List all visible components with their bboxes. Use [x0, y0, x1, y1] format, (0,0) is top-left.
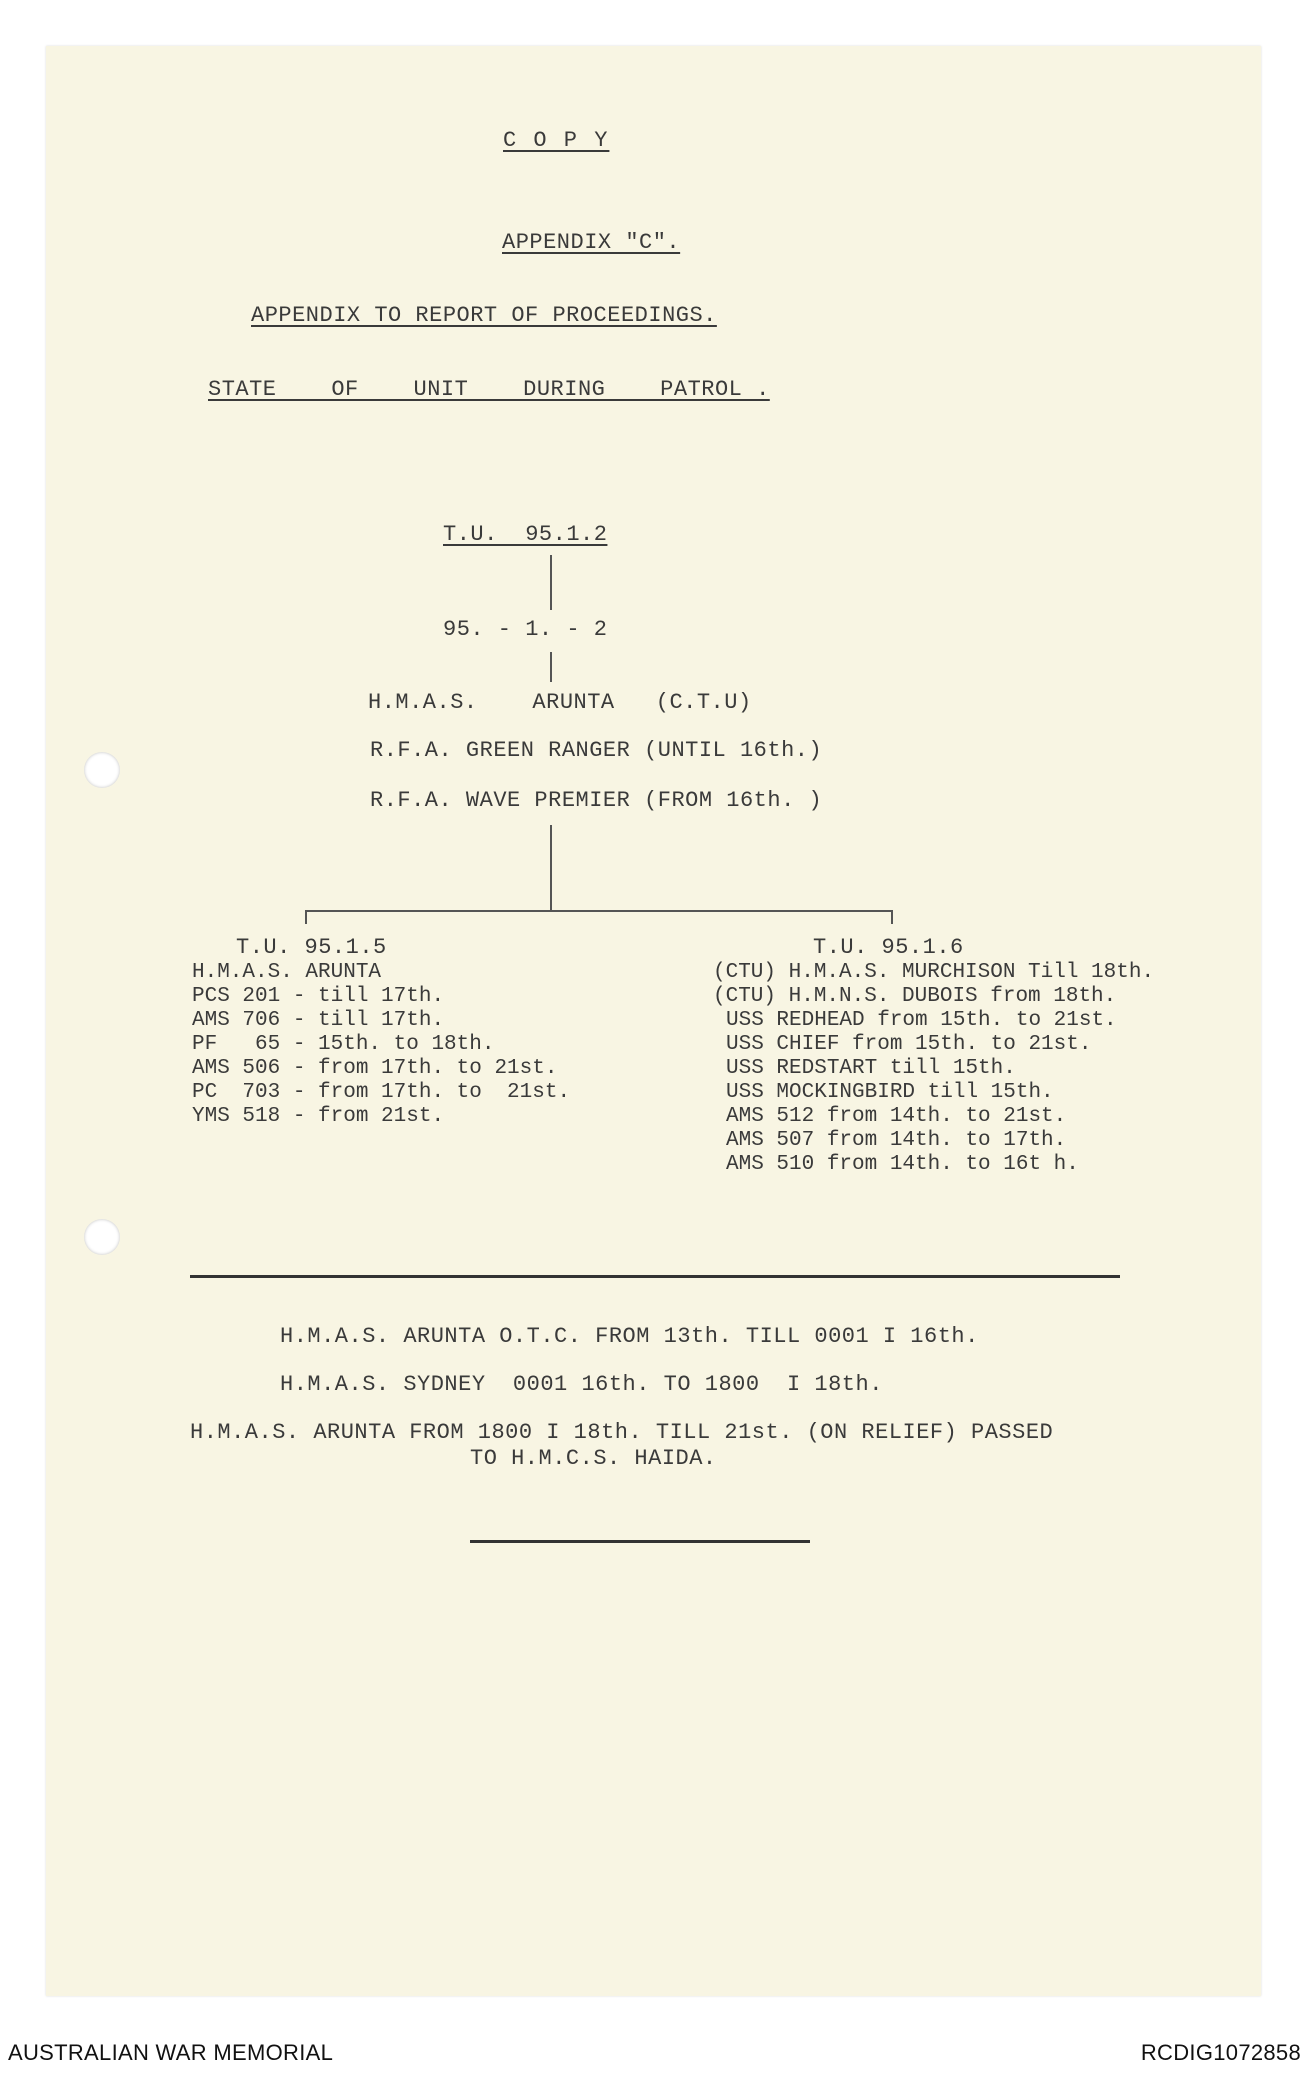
- closing-rule: [470, 1540, 810, 1543]
- list-item: AMS 512 from 14th. to 21st.: [726, 1105, 1067, 1128]
- left-branch-list: [192, 961, 570, 1129]
- list-item: PF 65 - 15th. to 18th.: [192, 1033, 495, 1056]
- connector-mid: [550, 652, 552, 682]
- list-item: H.M.A.S. ARUNTA: [192, 961, 382, 984]
- note-line-4: TO H.M.C.S. HAIDA.: [470, 1446, 717, 1471]
- note-line-1: H.M.A.S. ARUNTA O.T.C. FROM 13th. TILL 0001 I 16th.: [280, 1324, 979, 1349]
- appendix-title: APPENDIX TO REPORT OF PROCEEDINGS.: [251, 303, 717, 328]
- footer-archive-name: AUSTRALIAN WAR MEMORIAL: [8, 2040, 334, 2065]
- left-branch-title: T.U. 95.1.5: [236, 935, 387, 960]
- connector-top: [550, 555, 552, 610]
- list-item: AMS 506 - from 17th. to 21st.: [192, 1057, 558, 1080]
- connector-lower: [550, 825, 552, 910]
- list-item: USS CHIEF from 15th. to 21st.: [726, 1033, 1092, 1056]
- right-branch-title: T.U. 95.1.6: [813, 935, 964, 960]
- list-item: YMS 518 - from 21st.: [192, 1105, 445, 1128]
- list-item: PCS 201 - till 17th.: [192, 985, 445, 1008]
- punch-hole-top: [84, 752, 120, 788]
- list-item: PC 703 - from 17th. to 21st.: [192, 1081, 571, 1104]
- list-item: AMS 706 - till 17th.: [192, 1009, 445, 1032]
- appendix-label: APPENDIX "C".: [502, 230, 681, 255]
- branch-left-tick: [305, 910, 307, 924]
- list-item: AMS 510 from 14th. to 16t h.: [726, 1153, 1079, 1176]
- list-item: USS REDSTART till 15th.: [726, 1057, 1016, 1080]
- state-heading: STATE OF UNIT DURING PATROL .: [208, 377, 770, 402]
- sub-unit-label: 95. - 1. - 2: [443, 617, 608, 642]
- list-item: (CTU) H.M.N.S. DUBOIS from 18th.: [713, 985, 1117, 1008]
- top-unit-label: T.U. 95.1.2: [443, 522, 608, 547]
- copy-label: C O P Y: [503, 128, 610, 153]
- support-ship-2: R.F.A. WAVE PREMIER (FROM 16th. ): [370, 788, 823, 813]
- list-item: AMS 507 from 14th. to 17th.: [726, 1129, 1067, 1152]
- list-item: USS REDHEAD from 15th. to 21st.: [726, 1009, 1117, 1032]
- punch-hole-bottom: [84, 1219, 120, 1255]
- list-item: (CTU) H.M.A.S. MURCHISON Till 18th.: [713, 961, 1155, 984]
- footer-record-id: RCDIG1072858: [1140, 2040, 1301, 2065]
- branch-right-tick: [891, 910, 893, 924]
- flagship-label: H.M.A.S. ARUNTA (C.T.U): [368, 690, 752, 715]
- note-line-2: H.M.A.S. SYDNEY 0001 16th. TO 1800 I 18th.: [280, 1372, 883, 1397]
- branch-bar: [305, 910, 893, 912]
- list-item: USS MOCKINGBIRD till 15th.: [726, 1081, 1054, 1104]
- support-ship-1: R.F.A. GREEN RANGER (UNTIL 16th.): [370, 738, 823, 763]
- section-divider: [190, 1275, 1120, 1278]
- right-branch-list: [713, 961, 1154, 1177]
- note-line-3: H.M.A.S. ARUNTA FROM 1800 I 18th. TILL 21st. (ON RELIEF) PASSED: [190, 1420, 1054, 1445]
